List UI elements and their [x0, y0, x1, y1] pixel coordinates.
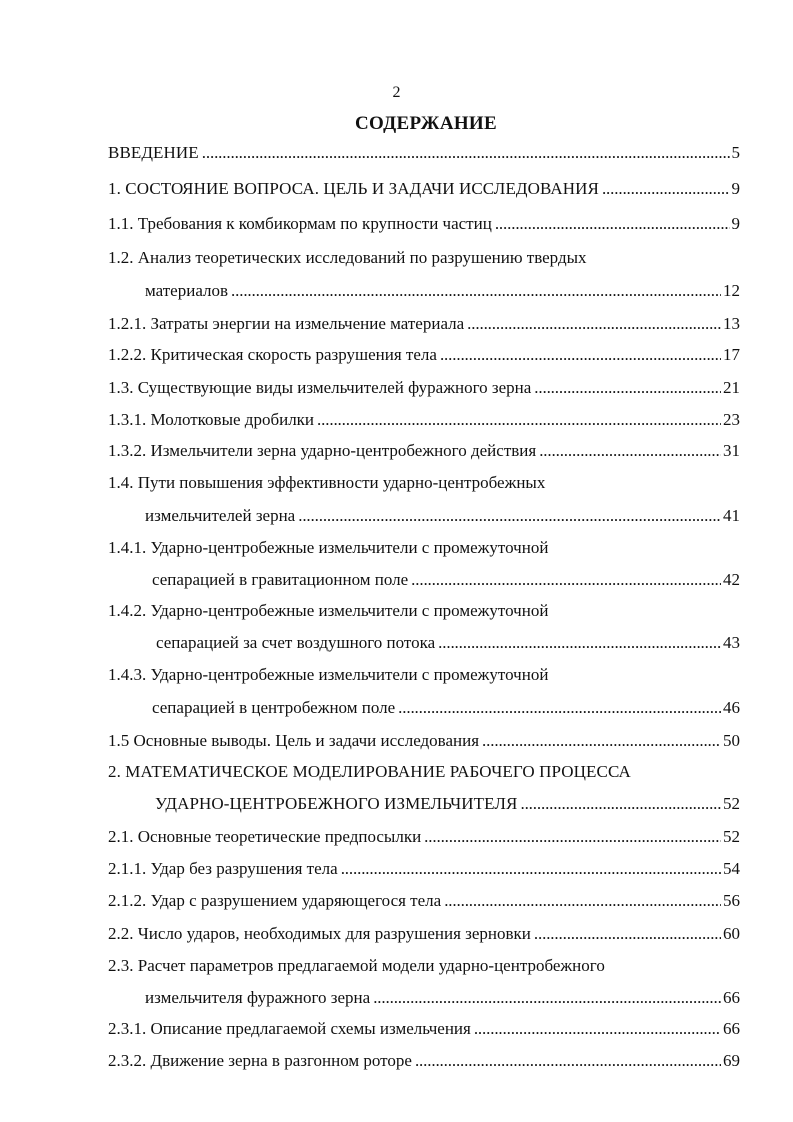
toc-entry-text[interactable]: 1.2. Анализ теоретических исследований по разрушению твердых: [108, 248, 587, 267]
leader-dots: [467, 313, 721, 335]
toc-entry[interactable]: [108, 826, 740, 848]
leader-dots: [341, 858, 721, 880]
leader-dots: [534, 377, 721, 399]
leader-dots: [424, 826, 721, 848]
toc-entry-continuation: сепарацией в центробежном поле: [152, 698, 396, 717]
leader-dots: [438, 632, 721, 654]
toc-entry[interactable]: [108, 142, 740, 164]
toc-entry[interactable]: [108, 730, 740, 752]
toc-entry[interactable]: [145, 987, 740, 1009]
leader-dots: [398, 697, 721, 719]
toc-entry[interactable]: [108, 890, 740, 912]
toc-entry[interactable]: [108, 409, 740, 431]
toc-entry[interactable]: [152, 697, 740, 719]
toc-entry[interactable]: [152, 569, 740, 591]
toc-entry-page: 66: [723, 988, 740, 1007]
toc-entry-text: 2.3.1. Описание предлагаемой схемы измельчения: [108, 1019, 471, 1038]
toc-entry-continuation: материалов: [145, 281, 229, 300]
toc-entry-text: 2.3.2. Движение зерна в разгонном роторе: [108, 1051, 412, 1070]
toc-entry-continuation: измельчителя фуражного зерна: [145, 988, 371, 1007]
toc-entry-text[interactable]: 1.4.1. Ударно-центробежные измельчители с промежуточной: [108, 538, 549, 557]
toc-entry-page: 9: [731, 179, 740, 198]
toc-entry[interactable]: [156, 632, 740, 654]
toc-entry-continuation: сепарацией в гравитационном поле: [152, 570, 409, 589]
toc-entry-page: 56: [723, 891, 740, 910]
toc-entry[interactable]: [108, 313, 740, 335]
toc-entry-page: 9: [731, 214, 740, 233]
toc-entry-text[interactable]: 2. МАТЕМАТИЧЕСКОЕ МОДЕЛИРОВАНИЕ РАБОЧЕГО ПРОЦЕССА: [108, 762, 631, 781]
toc-entry-text: 2.1. Основные теоретические предпосылки: [108, 827, 422, 846]
leader-dots: [444, 890, 721, 912]
toc-entry-page: 52: [723, 794, 740, 813]
toc-entry-page: 12: [723, 281, 740, 300]
toc-entry-page: 31: [723, 441, 740, 460]
leader-dots: [534, 923, 721, 945]
toc-entry-continuation: сепарацией за счет воздушного потока: [156, 633, 436, 652]
toc-entry[interactable]: [108, 858, 740, 880]
leader-dots: [298, 505, 721, 527]
toc-entry-text: 2.2. Число ударов, необходимых для разрушения зерновки: [108, 924, 531, 943]
leader-dots: [602, 178, 730, 200]
leader-dots: [539, 440, 721, 462]
leader-dots: [482, 730, 721, 752]
toc-entry-page: 43: [723, 633, 740, 652]
toc-entry[interactable]: [108, 344, 740, 366]
toc-entry-page: 54: [723, 859, 740, 878]
leader-dots: [202, 142, 730, 164]
leader-dots: [373, 987, 721, 1009]
leader-dots: [317, 409, 721, 431]
toc-title: СОДЕРЖАНИЕ: [355, 113, 497, 134]
toc-entry-page: 42: [723, 570, 740, 589]
toc-entry[interactable]: [145, 280, 740, 302]
toc-entry-text: 1.2.2. Критическая скорость разрушения тела: [108, 345, 437, 364]
toc-entry-page: 41: [723, 506, 740, 525]
toc-entry-page: 17: [723, 345, 740, 364]
toc-entry-page: 5: [731, 143, 740, 162]
leader-dots: [415, 1050, 721, 1072]
toc-entry-text: 1.3.1. Молотковые дробилки: [108, 410, 315, 429]
toc-entry[interactable]: [108, 923, 740, 945]
toc-entry-text: 1. СОСТОЯНИЕ ВОПРОСА. ЦЕЛЬ И ЗАДАЧИ ИССЛЕДОВАНИЯ: [108, 179, 599, 198]
toc-entry[interactable]: [108, 1050, 740, 1072]
toc-entry-text: 1.2.1. Затраты энергии на измельчение материала: [108, 314, 465, 333]
toc-entry-text: 1.1. Требования к комбикормам по крупности частиц: [108, 214, 492, 233]
leader-dots: [440, 344, 721, 366]
toc-entry[interactable]: [108, 178, 740, 200]
toc-entry-page: 52: [723, 827, 740, 846]
toc-entry-continuation: измельчителей зерна: [145, 506, 296, 525]
toc-entry-page: 23: [723, 410, 740, 429]
toc-entry-page: 50: [723, 731, 740, 750]
toc-entry-text: 2.1.2. Удар с разрушением ударяющегося тела: [108, 891, 442, 910]
toc-entry[interactable]: [155, 793, 740, 815]
toc-entry-page: 13: [723, 314, 740, 333]
toc-entry-text[interactable]: 1.4.3. Ударно-центробежные измельчители с промежуточной: [108, 665, 549, 684]
toc-entry-text: 1.3.2. Измельчители зерна ударно-центробежного действия: [108, 441, 537, 460]
toc-entry-text[interactable]: 2.3. Расчет параметров предлагаемой модели ударно-центробежного: [108, 956, 605, 975]
toc-entry-text[interactable]: 1.4.2. Ударно-центробежные измельчители с промежуточной: [108, 601, 549, 620]
toc-entry[interactable]: [145, 505, 740, 527]
toc-entry[interactable]: [108, 377, 740, 399]
leader-dots: [231, 280, 721, 302]
leader-dots: [474, 1018, 721, 1040]
toc-entry[interactable]: [108, 1018, 740, 1040]
leader-dots: [520, 793, 721, 815]
toc-entry-page: 69: [723, 1051, 740, 1070]
toc-entry-page: 66: [723, 1019, 740, 1038]
toc-entry[interactable]: [108, 440, 740, 462]
toc-entry-page: 21: [723, 378, 740, 397]
page-number: 2: [392, 84, 401, 101]
leader-dots: [411, 569, 721, 591]
toc-entry-text[interactable]: 1.4. Пути повышения эффективности ударно-центробежных: [108, 473, 546, 492]
toc-entry-text: 2.1.1. Удар без разрушения тела: [108, 859, 338, 878]
toc-entry-text: 1.5 Основные выводы. Цель и задачи исследования: [108, 731, 480, 750]
toc-entry-page: 46: [723, 698, 740, 717]
toc-entry-continuation: УДАРНО-ЦЕНТРОБЕЖНОГО ИЗМЕЛЬЧИТЕЛЯ: [155, 794, 518, 813]
leader-dots: [495, 213, 730, 235]
toc-entry[interactable]: [108, 213, 740, 235]
toc-entry-text: ВВЕДЕНИЕ: [108, 143, 199, 162]
toc-entry-page: 60: [723, 924, 740, 943]
toc-entry-text: 1.3. Существующие виды измельчителей фуражного зерна: [108, 378, 532, 397]
